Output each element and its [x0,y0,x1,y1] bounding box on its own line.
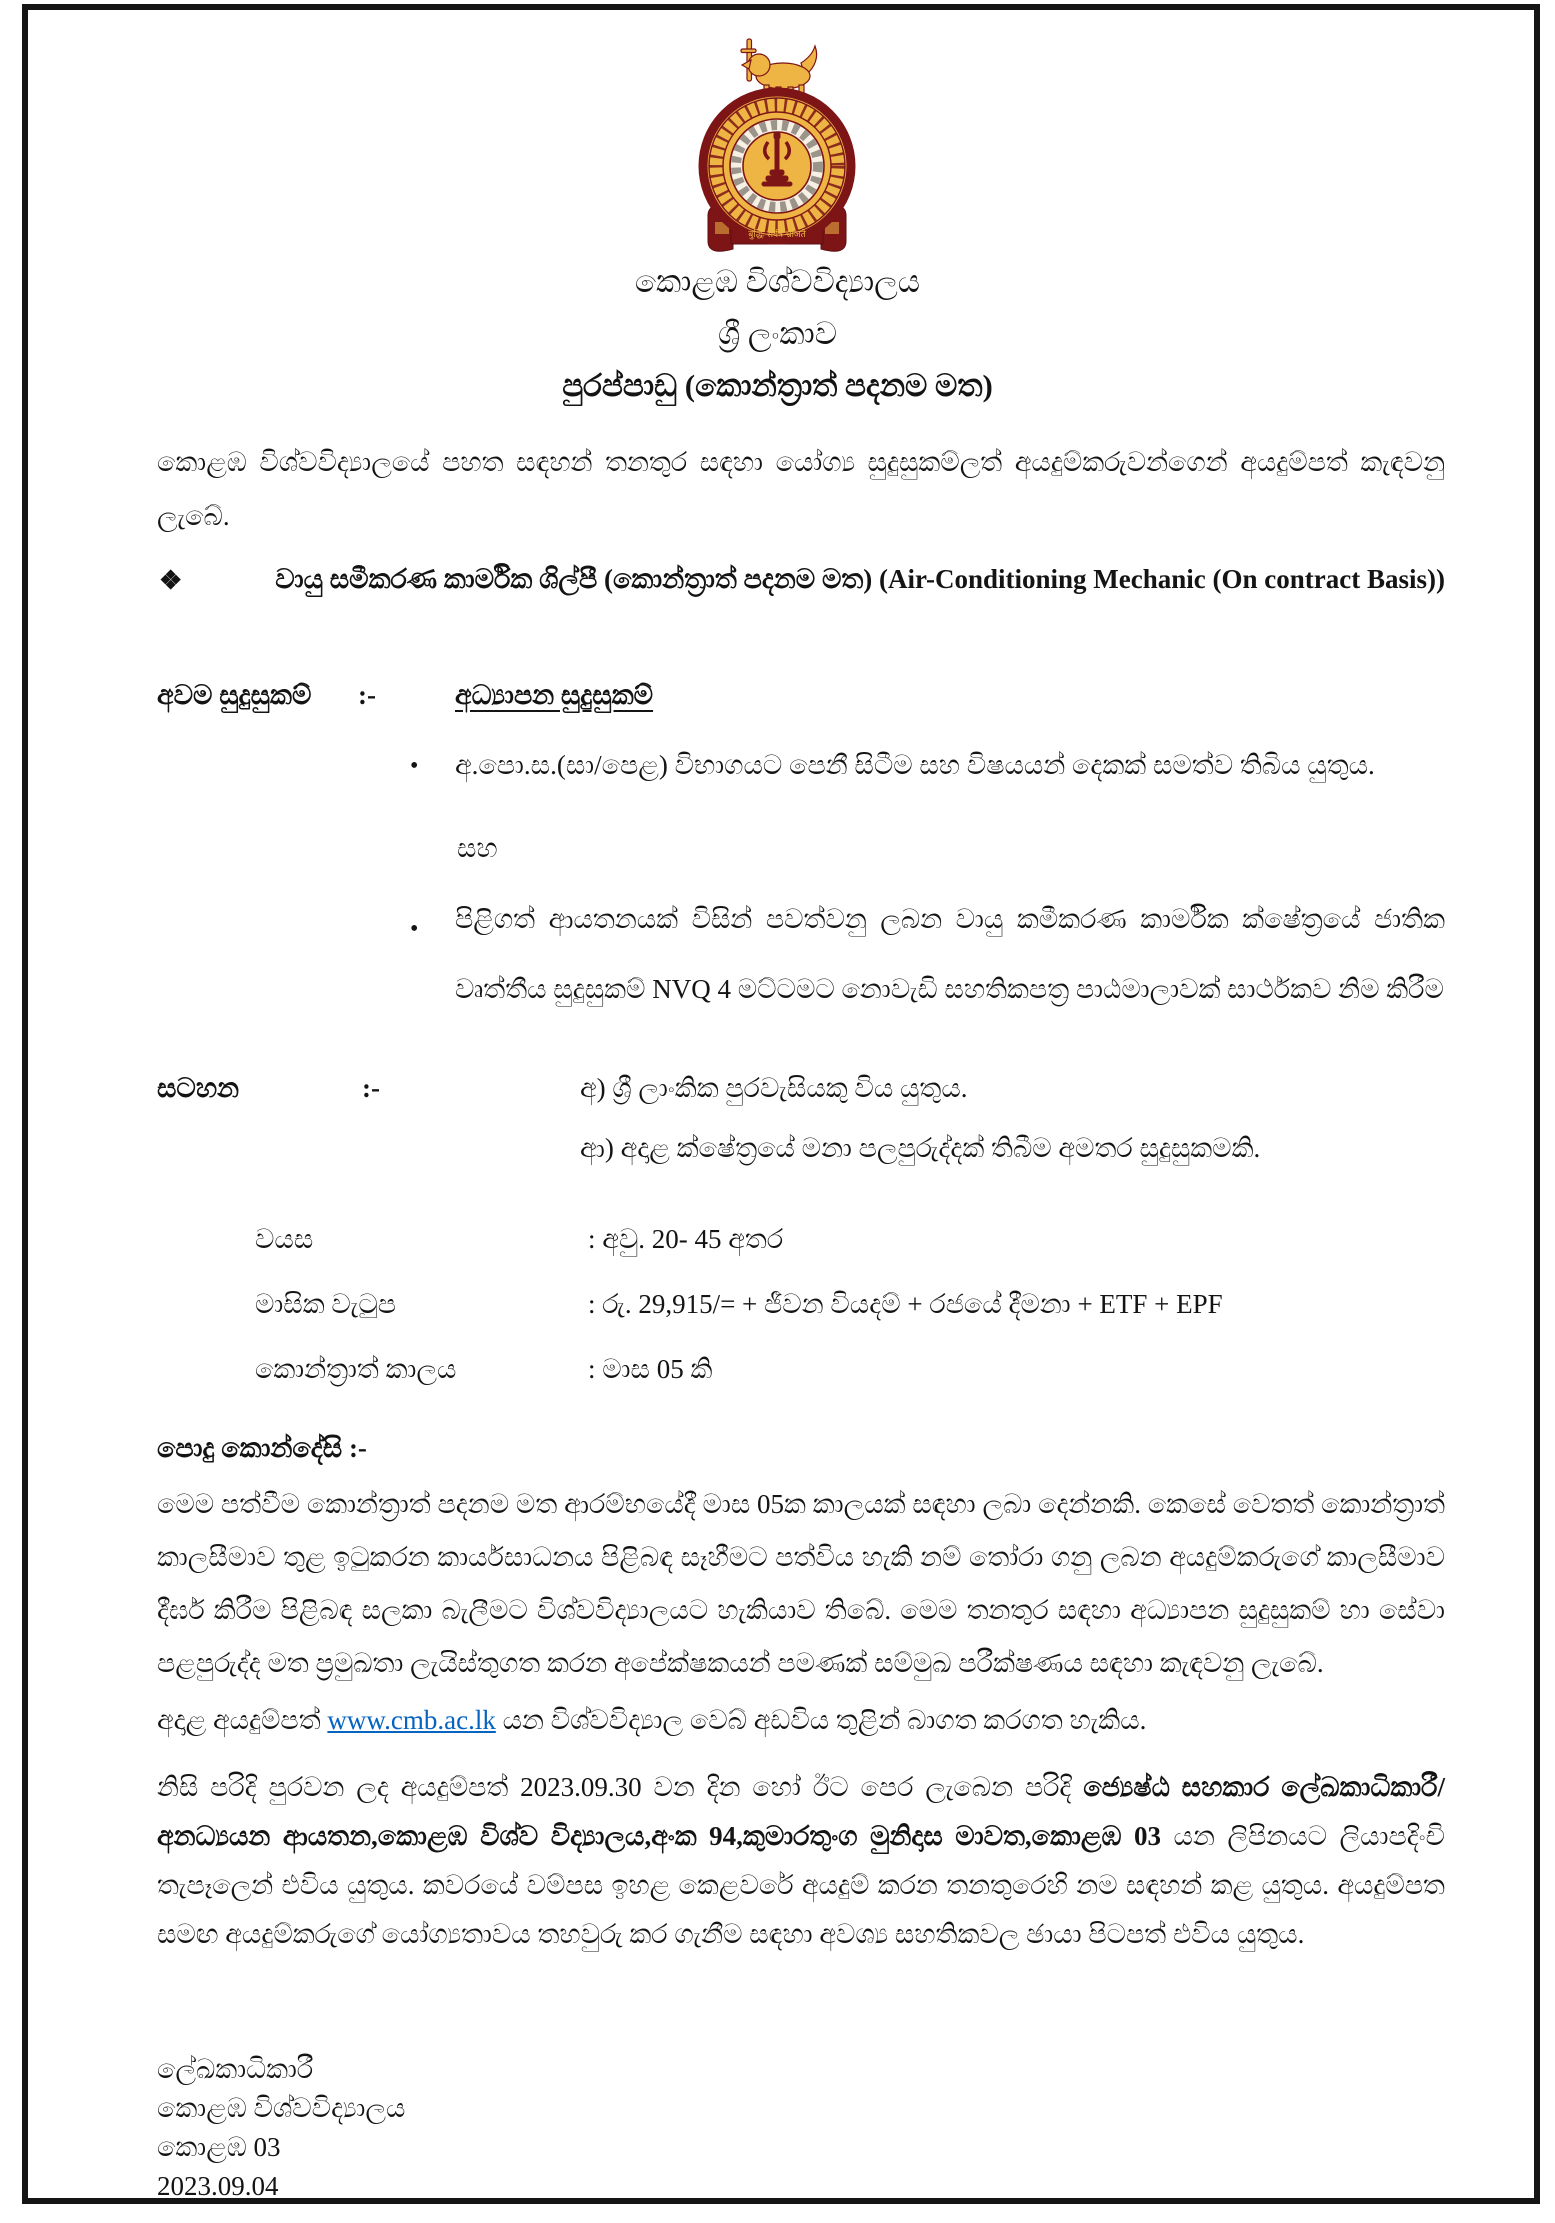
signature-university: කොළඹ විශ්වවිද්‍යාලය [157,2093,406,2123]
application-address-bold: ජ්‍යෙෂ්ඨ සහකාර ලේඛකාධිකාරී/ අනධ්‍යයන ආයතන,කොළඹ විශ්ව විද්‍යාලය,අංක 94,කුමාරතුංග මුනිදාස මාවත,කොළඹ 03 [157,1772,1445,1851]
signature-block [157,2050,1445,2206]
signature-date: 2023.09.04 [157,2171,279,2201]
salary-row [157,1287,1445,1321]
min-qualifications-row [157,672,1445,718]
qualification-item [157,884,1445,1024]
qualification-item-1-text: අ.පො.ස.(සා/පෙළ) විභාගයට පෙනී සිටීම සහ විෂයයන් දෙකක් සමත්ව තිබිය යුතුය. [455,750,1375,780]
application-text: යන ලිපිනයට ලියාපදිංචි තැපෑලෙන් එවිය යුතුය. කවරයේ වම්පස ඉහළ කෙළවරේ අයදුම් කරන තනතුරෙහි නම සඳහන් කළ යුතුය. අයදුම්පත සමඟ අයදුම්කරුගේ යෝග්‍යතාවය තහවුරු කර ගැනීම සඳහා අවශ්‍ය සහතිකවල ඡායා පිටපත් එවිය යුතුය. [157,1821,1445,1949]
qualification-item [157,740,1445,790]
country-name: ශ්‍රී ලංකාව [717,316,838,351]
contract-period-row [157,1352,1445,1386]
signature-city: කොළඹ 03 [157,2132,281,2162]
bullet-icon: • [410,753,419,779]
position-item [157,551,1445,607]
position-title: වායු සමීකරණ කාර්මික ශිල්පී (කොන්ත්‍රාත් පදනම මත) (Air-Conditioning Mechanic (On contract Basis)) [275,564,1445,594]
download-line [157,1700,1445,1740]
application-text: නිසි පරිදි පුරවන ලද අයදුම්පත් 2023.09.30 වන දින හෝ ඊට පෙර ලැබෙන පරිදි [157,1772,1084,1802]
note-label: සටහන [157,1073,239,1103]
website-link[interactable]: www.cmb.ac.lk [327,1705,496,1735]
general-conditions-paragraph: මෙම පත්වීම කොන්ත්‍රාත් පදනම මත ආරම්භයේදී මාස 05ක කාලයක් සඳහා ලබා දෙන්නකි. කෙසේ වෙතත් කොන්ත්‍රාත් කාලසීමාව තුළ ඉටුකරන කාර්යසාධනය පිළිබඳ සෑහීමට පත්විය හැකි නම් තෝරා ගනු ලබන අයදුම්කරුගේ කාලසීමාව දීර්ඝ කිරීම පිළිබඳ සලකා බැලීමට විශ්වවිද්‍යාලයට හැකියාව තිබේ. මෙම තනතුර සඳහා අධ්‍යාපන සුදුසුකම් හා සේවා පළපුරුද්ද මත ප්‍රමුඛතා ලැයිස්තුගත කරන අපේක්ෂකයන් පමණක් සම්මුඛ පරීක්ෂණය සඳහා කැඳවනු ලැබේ. [157,1489,1445,1678]
salary-label: මාසික වැටුප [255,1289,397,1319]
contract-period-label: කොන්ත්‍රාත් කාලය [255,1354,457,1384]
doc-title: පුරප්පාඩු (කොන්ත්‍රාත් පදනම මත) [562,368,993,403]
general-conditions-heading: පොදු කොන්දේසි :- [157,1433,367,1463]
university-crest-logo [687,36,867,254]
bullet-icon: • [410,916,419,942]
crest-motto: बुद्धिः सर्वत्र भ्राजते [748,229,806,239]
note-section [157,1058,1445,1178]
qualification-item-2-text: පිළිගත් ආයතනයක් විසින් පවත්වනු ලබන වායු කමීකරණ කාර්මික ක්ෂේත්‍රයේ ජාතික වෘත්තීය සුදුසුකම් NVQ 4 මට්ටමට නොවැඩි සහතිකපත්‍ර පාඨමාලාවක් සාර්ථකව නිම කිරීම [455,904,1445,1004]
intro-paragraph: කොළඹ විශ්වවිද්‍යාලයේ පහත සඳහන් තනතුර සඳහා යෝග්‍ය සුදුසුකම්ලත් අයදුම්කරුවන්ගෙන් අයදුම්පත් කැඳවනු ලැබේ. [157,447,1445,531]
min-qualifications-label: අවම සුදුසුකම් [157,680,312,710]
separator-colon: :- [362,1073,380,1103]
position-details [157,1222,1445,1417]
download-text-before: අදාළ අයදුම්පත් [157,1705,328,1735]
note-item-b: ආ) අදාළ ක්ෂේත්‍රයේ මනා පලපුරුද්දක් තිබීම අමතර සුදුසුකමකි. [580,1133,1261,1163]
signature-registrar: ලේඛකාධිකාරී [157,2054,314,2084]
connector-and: සහ [457,833,498,863]
education-qualifications-heading: අධ්‍යාපන සුදුසුකම් [455,680,654,710]
salary-value: : රු. 29,915/= + ජීවන වියදම් + රජයේ දීමනා + ETF + EPF [588,1289,1223,1319]
age-label: වයස [255,1224,314,1254]
contract-period-value: : මාස 05 කි [588,1354,713,1384]
diamond-bullet-icon: ❖ [159,566,183,595]
age-row [157,1222,1445,1256]
age-value: : අවු. 20- 45 අතර [588,1224,784,1254]
note-item-a: අ) ශ්‍රී ලාංකික පුරවැසියකු විය යුතුය. [580,1073,968,1103]
application-instructions-paragraph [157,1763,1445,1959]
separator-colon: :- [358,680,376,710]
org-name: කොළඹ විශ්වවිද්‍යාලය [634,264,921,299]
download-text-after: යන විශ්වවිද්‍යාල වෙබ් අඩවිය තුළින් බාගත කරගත හැකිය. [495,1705,1147,1735]
